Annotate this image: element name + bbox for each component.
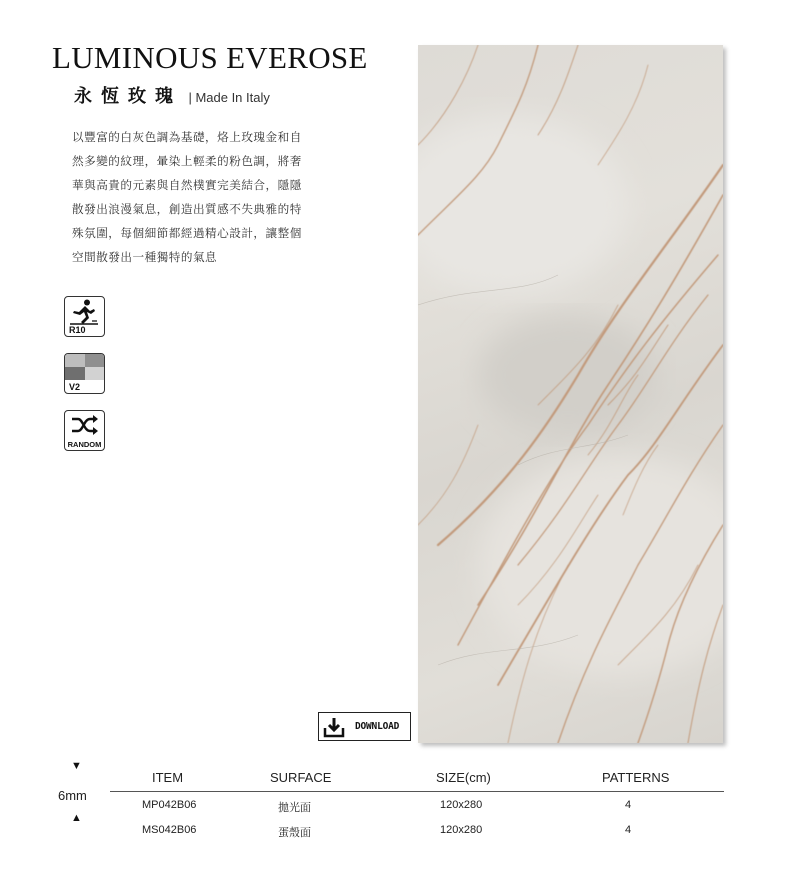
spec-table xyxy=(110,766,724,842)
table-row xyxy=(110,817,724,842)
cell-item: MS042B06 xyxy=(142,824,197,836)
description-line: 空間散發出一種獨特的氣息 xyxy=(72,250,218,264)
thickness-value: 6mm xyxy=(58,788,87,803)
page-title: LUMINOUS EVEROSE xyxy=(52,40,368,75)
description-line: 然多變的紋理，暈染上輕柔的粉色調，將奢 xyxy=(72,154,302,168)
download-label: DOWNLOAD xyxy=(355,721,400,732)
shade-variation-icon xyxy=(65,354,104,380)
cell-size: 120x280 xyxy=(440,799,483,811)
slip-resistance-icon xyxy=(65,297,103,327)
description-line: 以豐富的白灰色調為基礎，烙上玫瑰金和自 xyxy=(72,130,302,144)
arrow-up-icon: ▲ xyxy=(71,812,82,824)
random-badge xyxy=(64,410,105,451)
product-description xyxy=(72,125,334,269)
header-size: SIZE(cm) xyxy=(436,770,491,785)
origin-label: | Made In Italy xyxy=(188,90,270,105)
description-line: 散發出浪漫氣息，創造出質感不失典雅的特 xyxy=(72,202,302,216)
r10-label: R10 xyxy=(69,325,86,335)
r10-badge xyxy=(64,296,105,337)
download-icon xyxy=(323,716,345,738)
v2-label: V2 xyxy=(69,382,81,392)
table-header xyxy=(110,766,724,792)
cell-patterns: 4 xyxy=(625,799,632,811)
chinese-name: 永恆玫瑰 xyxy=(74,86,182,107)
subtitle xyxy=(74,82,270,108)
shuffle-icon xyxy=(65,411,103,439)
description-line: 華與高貴的元素與自然樸實完美結合，隱隱 xyxy=(72,178,302,192)
cell-surface: 蛋殼面 xyxy=(278,827,311,839)
cell-surface: 拋光面 xyxy=(278,802,311,814)
description-line: 殊氛圍，每個細節都經過精心設計，讓整個 xyxy=(72,226,302,240)
marble-slab-image xyxy=(418,45,723,743)
feature-badges xyxy=(64,296,105,467)
cell-patterns: 4 xyxy=(625,824,632,836)
cell-item: MP042B06 xyxy=(142,799,197,811)
header-patterns: PATTERNS xyxy=(602,770,670,785)
header-item: ITEM xyxy=(152,770,184,785)
marble-veins xyxy=(418,45,723,743)
v2-badge xyxy=(64,353,105,394)
header-surface: SURFACE xyxy=(270,770,332,785)
cell-size: 120x280 xyxy=(440,824,483,836)
arrow-down-icon: ▼ xyxy=(71,760,82,772)
download-button[interactable] xyxy=(318,712,411,741)
table-row xyxy=(110,792,724,817)
random-label: RANDOM xyxy=(67,440,102,449)
